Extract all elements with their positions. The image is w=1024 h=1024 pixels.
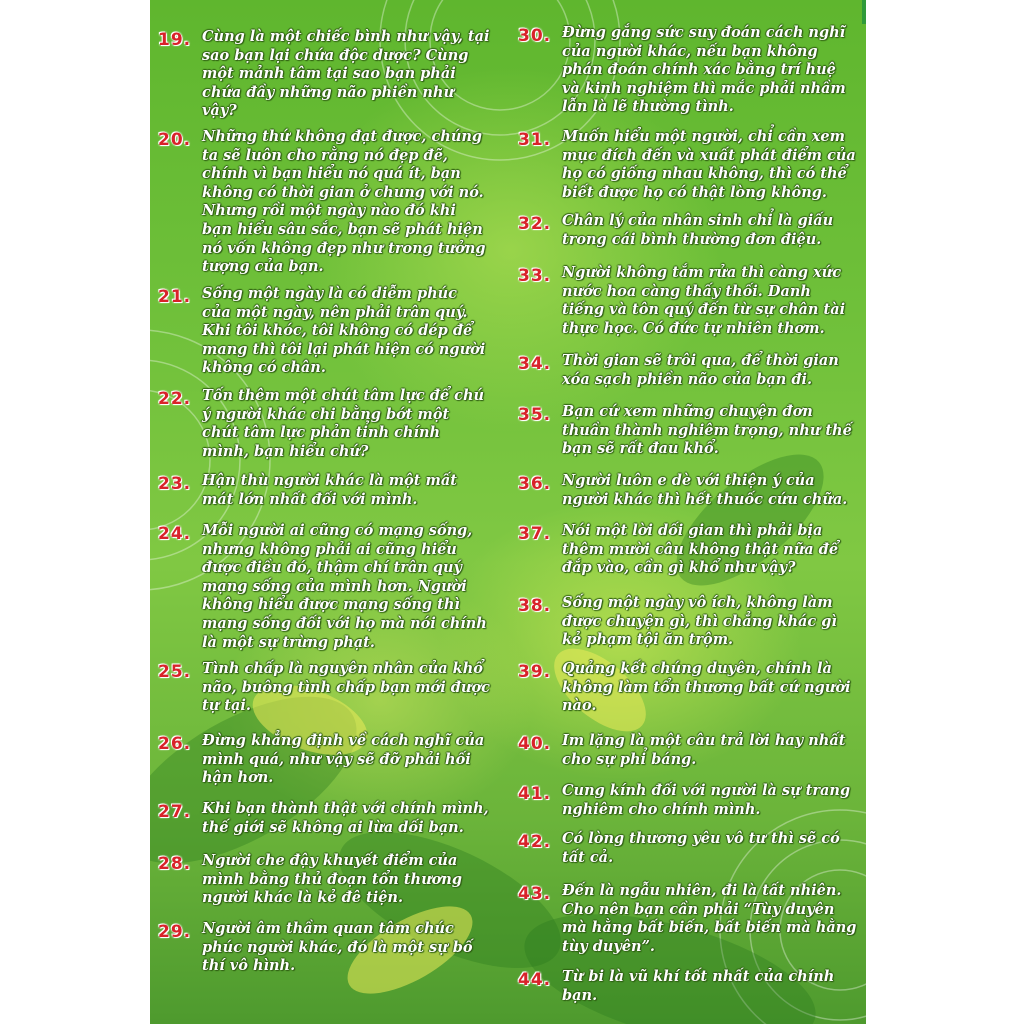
quote-item [158,732,490,788]
quote-item [518,403,858,459]
quote-text: Hận thù người khác là một mất mát lớn nhất đối với mình. [202,472,457,508]
quote-text: Từ bi là vũ khí tốt nhất của chính bạn. [562,968,835,1004]
quote-text: Cùng là một chiếc bình như vậy, tại sao bạn lại chứa độc dược? Cùng một mảnh tâm tại sao bạn phải chứa đầy những não phiền như vậy? [202,28,490,120]
quote-item [518,264,858,338]
quote-number: 22. [158,389,192,409]
quote-item [158,852,490,908]
quote-number: 29. [158,922,192,942]
quote-text: Sống một ngày là có diễm phúc của một ngày, nên phải trân quý. Khi tôi khóc, tôi không có dép để mang thì tôi lại phát hiện có người không có chân. [202,285,486,377]
quote-text: Đừng gắng sức suy đoán cách nghĩ của người khác, nếu bạn không phán đoán chính xác bằng trí huệ và kinh nghiệm thì mắc phải nhầm lẫn là lẽ thường tình. [562,24,846,116]
quote-text: Khi bạn thành thật với chính mình, thế giới sẽ không ai lừa dối bạn. [202,800,489,836]
quote-item [518,594,858,650]
quote-number: 24. [158,524,192,544]
quote-item [158,522,490,652]
quote-item [518,882,858,956]
quote-number: 19. [158,30,192,50]
quote-number: 35. [518,405,552,425]
quote-text: Tốn thêm một chút tâm lực để chú ý người khác chi bằng bớt một chút tâm lực phản tỉnh chính mình, bạn hiểu chứ? [202,387,485,460]
quote-text: Thời gian sẽ trôi qua, để thời gian xóa sạch phiền não của bạn đi. [562,352,839,388]
quote-text: Người không tắm rửa thì càng xức nước hoa càng thấy thối. Danh tiếng và tôn quý đến từ sự chân tài thực học. Có đức tự nhiên thơm. [562,264,846,337]
quote-number: 39. [518,662,552,682]
quote-number: 34. [518,354,552,374]
quote-text: Người âm thầm quan tâm chúc phúc người khác, đó là một sự bố thí vô hình. [202,920,473,975]
quote-item [518,212,858,249]
quote-item [518,522,858,578]
quote-poster [150,0,866,1024]
quote-item [158,128,490,277]
quote-text: Quảng kết chúng duyên, chính là không làm tổn thương bất cứ người nào. [562,660,851,715]
quote-text: Nói một lời dối gian thì phải bịa thêm mười câu không thật nữa để đắp vào, cần gì khổ như vậy? [562,522,839,577]
quote-number: 43. [518,884,552,904]
quote-number: 38. [518,596,552,616]
quote-number: 28. [158,854,192,874]
quote-number: 40. [518,734,552,754]
quote-number: 21. [158,287,192,307]
quote-text: Cung kính đối với người là sự trang nghiêm cho chính mình. [562,782,851,818]
quote-item [518,472,858,509]
quote-number: 26. [158,734,192,754]
quote-item [518,660,858,716]
quote-text: Đừng khẳng định về cách nghĩ của mình quá, như vậy sẽ đỡ phải hối hận hơn. [202,732,485,787]
quote-text: Bạn cứ xem những chuyện đơn thuần thành nghiêm trọng, như thế bạn sẽ rất đau khổ. [562,403,852,458]
quote-number: 31. [518,130,552,150]
quote-text: Muốn hiểu một người, chỉ cần xem mục đích đến và xuất phát điểm của họ có giống nhau không, thì có thể biết được họ có thật lòng không. [562,128,856,201]
quote-item [518,782,858,819]
quote-item [158,387,490,461]
quote-number: 27. [158,802,192,822]
quote-number: 37. [518,524,552,544]
quote-item [518,732,858,769]
quote-item [518,352,858,389]
quote-item [518,128,858,202]
quote-number: 20. [158,130,192,150]
quote-text: Đến là ngẫu nhiên, đi là tất nhiên. Cho nên bạn cần phải “Tùy duyên mà hằng bất biến, bất biến mà hằng tùy duyên”. [562,882,857,955]
quote-text: Có lòng thương yêu vô tư thì sẽ có tất cả. [562,830,840,866]
quote-item [158,285,490,378]
quote-number: 32. [518,214,552,234]
quote-text: Chân lý của nhân sinh chỉ là giấu trong cái bình thường đơn điệu. [562,212,834,248]
quote-text: Người luôn e dè với thiện ý của người khác thì hết thuốc cứu chữa. [562,472,848,508]
quote-number: 33. [518,266,552,286]
quote-text: Những thứ không đạt được, chúng ta sẽ luôn cho rằng nó đẹp đẽ, chính vì bạn hiểu nó quá ít, bạn không có thời gian ở chung với nó. Nhưng rồi một ngày nào đó khi bạn hiểu sâu sắc, bạn sẽ phát hiện nó vốn không đẹp như trong tưởng tượng của bạn. [202,128,486,276]
quote-item [158,28,490,121]
quote-text: Tình chấp là nguyên nhân của khổ não, buông tình chấp bạn mới được tự tại. [202,660,490,715]
quote-item [158,800,490,837]
quote-item [518,830,858,867]
quote-number: 30. [518,26,552,46]
quote-item [158,660,490,716]
quote-text: Mỗi người ai cũng có mạng sống, nhưng không phải ai cũng hiểu được điều đó, thậm chí trân quý mạng sống của mình hơn. Người không hiểu được mạng sống thì mạng sống đối với họ mà nói chính là một sự trừng phạt. [202,522,487,651]
quote-number: 25. [158,662,192,682]
poster-edge-accent [862,0,866,24]
quote-item [158,920,490,976]
quote-item [518,968,858,1005]
quote-number: 42. [518,832,552,852]
quote-number: 23. [158,474,192,494]
quote-number: 36. [518,474,552,494]
quote-text: Người che đậy khuyết điểm của mình bằng thủ đoạn tổn thương người khác là kẻ đê tiện. [202,852,462,907]
quote-text: Sống một ngày vô ích, không làm được chuyện gì, thì chẳng khác gì kẻ phạm tội ăn trộm. [562,594,837,649]
quote-item [518,24,858,117]
quote-text: Im lặng là một câu trả lời hay nhất cho sự phỉ báng. [562,732,846,768]
quote-number: 41. [518,784,552,804]
quote-number: 44. [518,970,552,990]
quote-item [158,472,490,509]
